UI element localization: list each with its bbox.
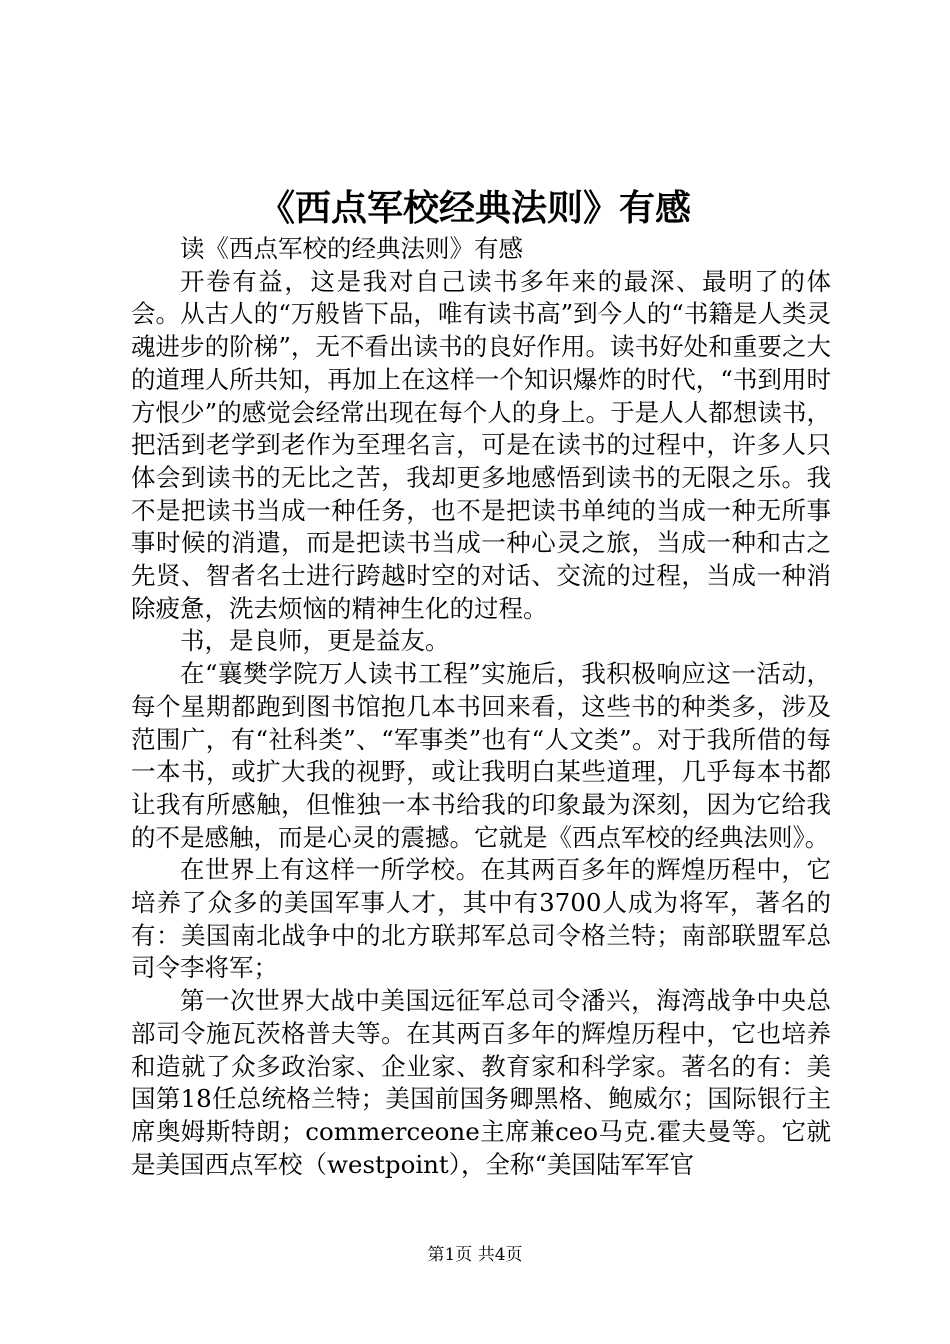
paragraph: 读《西点军校的经典法则》有感: [180, 234, 523, 263]
page-title: 《西点军校经典法则》有感: [258, 187, 691, 229]
paragraph: 开卷有益，这是我对自己读书多年来的最深、最明了的体会。从古人的“万般皆下品，唯有读书高”到今人的“书籍是人类灵魂进步的阶梯”，无不看出读书的良好作用。读书好处和重要之大的道理人所共知，再加上在这样一个知识爆炸的时代，“书到用时方恨少”的感觉会经常出现在每个人的身上。于是人人都想读书，把活到老学到老作为至理名言，可是在读书的过程中，许多人只体会到读书的无比之苦，我却更多地感悟到读书的无限之乐。我不是把读书当成一种任务，也不是把读书单纯的当成一种无所事事时候的消遣，而是把读书当成一种心灵之旅，当成一种和古之先贤、智者名士进行跨越时空的对话、交流的过程，当成一种消除疲惫，洗去烦恼的精神生化的过程。: [131, 266, 831, 623]
paragraph: 在世界上有这样一所学校。在其两百多年的辉煌历程中，它培养了众多的美国军事人才，其中有3700人成为将军，著名的有：美国南北战争中的北方联邦军总司令格兰特；南部联盟军总司令李将军；: [131, 855, 831, 983]
document-body: [131, 233, 831, 1181]
paragraph: 在“襄樊学院万人读书工程”实施后，我积极响应这一活动，每个星期都跑到图书馆抱几本书回来看，这些书的种类多，涉及范围广，有“社科类”、“军事类”也有“人文类”。对于我所借的每一本书，或扩大我的视野，或让我明白某些道理，几乎每本书都让我有所感触，但惟独一本书给我的印象最为深刻，因为它给我的不是感触，而是心灵的震撼。它就是《西点军校的经典法则》。: [131, 659, 831, 852]
page-footer: 第1页 共4页: [427, 1245, 523, 1265]
paragraph: 书，是良师，更是益友。: [180, 626, 450, 656]
paragraph: 第一次世界大战中美国远征军总司令潘兴，海湾战争中央总部司令施瓦茨格普夫等。在其两百多年的辉煌历程中，它也培养和造就了众多政治家、企业家、教育家和科学家。著名的有：美国第18任总统格兰特；美国前国务卿黑格、鲍威尔；国际银行主席奥姆斯特朗；commerceone主席兼ceo马克.霍夫曼等。它就是美国西点军校（westpoint），全称“美国陆军军官: [131, 986, 831, 1179]
